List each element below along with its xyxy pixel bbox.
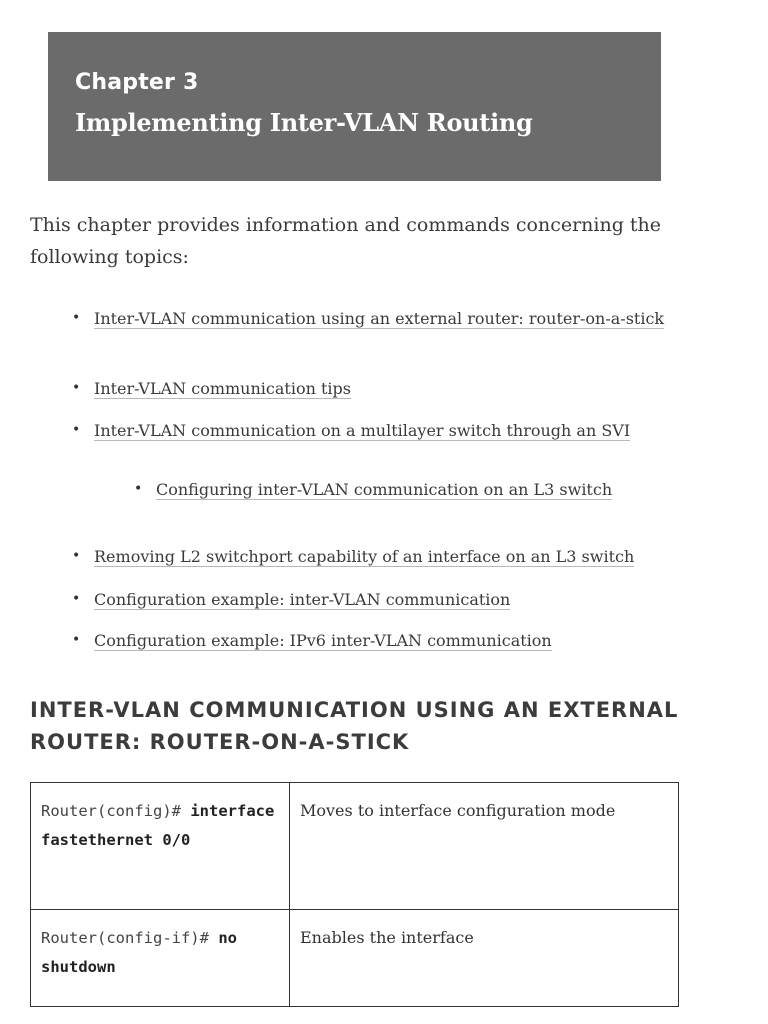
topic-link-svi[interactable]: Inter-VLAN communication on a multilayer switch through an SVI	[94, 421, 631, 440]
bullet-icon: •	[72, 380, 81, 396]
topic-list-item	[72, 626, 674, 655]
table-row	[31, 910, 679, 1007]
chapter-header	[48, 32, 661, 181]
command-prompt: Router(config-if)#	[41, 929, 209, 947]
topic-link-configuring-l3[interactable]: Configuring inter-VLAN communication on an L3 switch	[156, 480, 613, 499]
bullet-icon: •	[72, 422, 81, 438]
command-cell	[31, 783, 290, 910]
section-heading: INTER-VLAN COMMUNICATION USING AN EXTERNAL ROUTER: ROUTER-ON-A-STICK	[30, 698, 679, 754]
command-table	[30, 782, 679, 1007]
command-prompt: Router(config)#	[41, 802, 181, 820]
bullet-icon: •	[72, 591, 81, 607]
command-text: interface fastethernet 0/0	[41, 802, 275, 849]
intro-paragraph: This chapter provides information and commands concerning the following topics:	[30, 214, 662, 268]
bullet-icon: •	[72, 548, 81, 564]
command-cell	[31, 910, 290, 1007]
topic-link-router-on-a-stick[interactable]: Inter-VLAN communication using an external router: router-on-a-stick	[94, 309, 665, 328]
bullet-icon: •	[72, 632, 81, 648]
chapter-title: Implementing Inter-VLAN Routing	[75, 108, 533, 137]
bullet-icon: •	[72, 310, 81, 326]
description-cell: Moves to interface configuration mode	[290, 783, 679, 910]
topic-list-item	[72, 416, 674, 445]
bullet-icon: •	[134, 481, 143, 497]
description-cell: Enables the interface	[290, 910, 679, 1007]
topic-link-removing-l2[interactable]: Removing L2 switchport capability of an interface on an L3 switch	[94, 547, 635, 566]
topic-list-item	[72, 304, 674, 333]
topic-link-config-example-ipv6[interactable]: Configuration example: IPv6 inter-VLAN communication	[94, 631, 552, 650]
topic-link-config-example[interactable]: Configuration example: inter-VLAN communication	[94, 590, 511, 609]
topic-list-item-nested	[134, 475, 676, 504]
table-row	[31, 783, 679, 910]
topic-list-item	[72, 374, 674, 403]
topic-link-tips[interactable]: Inter-VLAN communication tips	[94, 379, 351, 398]
topic-list-item	[72, 542, 674, 571]
command-text: no shutdown	[41, 929, 237, 976]
topic-list-item	[72, 585, 674, 614]
chapter-label: Chapter 3	[75, 70, 199, 95]
